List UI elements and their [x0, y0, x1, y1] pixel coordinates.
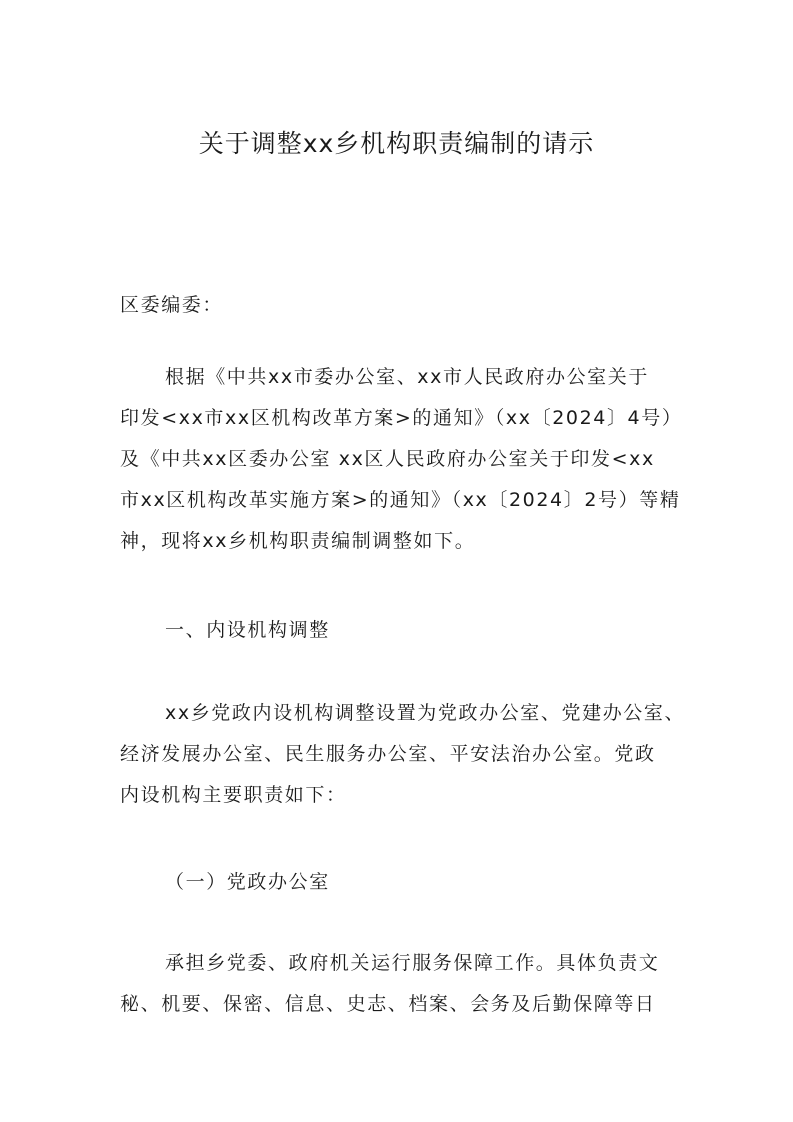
paragraph-party-office — [120, 943, 680, 1025]
subsection-heading-party-office: （一）党政办公室 — [165, 871, 330, 893]
paragraph-line: 印发<xx市xx区机构改革方案>的通知》（xx〔2024〕4号） — [120, 407, 683, 429]
paragraph-line: 承担乡党委、政府机关运行服务保障工作。具体负责文 — [165, 952, 660, 974]
document-title: 关于调整xx乡机构职责编制的请示 — [198, 129, 595, 158]
paragraph-line: 市xx区机构改革实施方案>的通知》（xx〔2024〕2号）等精 — [120, 489, 681, 511]
section-heading-internal-institutions: 一、内设机构调整 — [165, 619, 330, 641]
paragraph-line: 及《中共xx区委办公室 xx区人民政府办公室关于印发<xx — [120, 448, 655, 470]
paragraph-line: xx乡党政内设机构调整设置为党政办公室、党建办公室、 — [165, 702, 686, 724]
paragraph-line: 根据《中共xx市委办公室、xx市人民政府办公室关于 — [165, 366, 649, 388]
paragraph-line: 内设机构主要职责如下： — [120, 784, 347, 806]
salutation: 区委编委： — [120, 294, 224, 316]
paragraph-line: 神，现将xx乡机构职责编制调整如下。 — [120, 530, 476, 552]
paragraph-basis — [120, 357, 683, 562]
paragraph-line: 经济发展办公室、民生服务办公室、平安法治办公室。党政 — [120, 743, 656, 765]
paragraph-institutions — [120, 693, 686, 816]
paragraph-line: 秘、机要、保密、信息、史志、档案、会务及后勤保障等日 — [120, 993, 656, 1015]
